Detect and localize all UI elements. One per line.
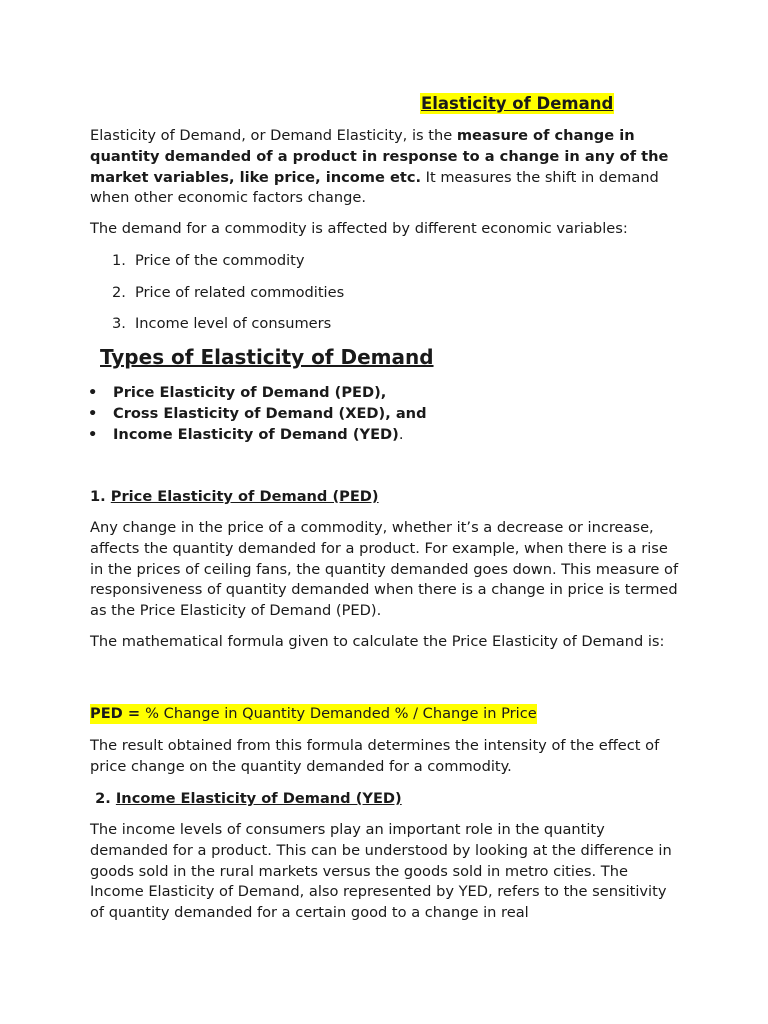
- yed-paragraph-1: The income levels of consumers play an important role in the quantity demanded for a product. This can be understood by looking at the difference in goods sold in the rural markets versus the goods sold in metro cities. The Income Elasticity of Demand, also represented by YED, refers to the sensitivity of quantity demanded for a certain good to a change in real: [90, 821, 672, 922]
- intro-bold: measure of change in quantity demanded of a product in response to a change in any of the market variables, like price, income etc.: [90, 127, 669, 186]
- types-heading: Types of Elasticity of Demand: [100, 345, 434, 369]
- bullet-dot: •: [88, 426, 98, 443]
- yed-heading-text: Income Elasticity of Demand (YED): [115, 790, 402, 807]
- list-item: [112, 251, 305, 271]
- bullet-dot: •: [88, 384, 98, 401]
- intro-tail: It measures the shift in demand when other economic factors change.: [90, 168, 659, 207]
- ped-number: 1.: [90, 488, 111, 505]
- ped-paragraph-2: The mathematical formula given to calculate the Price Elasticity of Demand is:: [90, 633, 665, 650]
- list-item-number: 1.: [112, 252, 126, 269]
- intro-paragraph: [90, 126, 682, 209]
- formula-label: PED =: [90, 705, 146, 722]
- list-item-text: Price of the commodity: [135, 252, 305, 269]
- bullet-text: Income Elasticity of Demand (YED): [113, 426, 399, 443]
- document-title: Elasticity of Demand: [421, 94, 614, 113]
- bullet-text: Cross Elasticity of Demand (XED), and: [113, 405, 427, 422]
- yed-heading: [90, 789, 402, 809]
- bullet-item: [88, 404, 427, 424]
- yed-number: 2.: [90, 790, 116, 807]
- bullet-dot: •: [88, 405, 98, 422]
- list-item: [112, 314, 331, 334]
- formula-text: % Change in Quantity Demanded % / Change in Price: [145, 705, 537, 722]
- variables-intro: The demand for a commodity is affected by different economic variables:: [90, 220, 628, 237]
- ped-heading: [90, 487, 379, 507]
- list-item-text: Income level of consumers: [135, 315, 332, 332]
- bullet-text: Price Elasticity of Demand (PED),: [113, 384, 387, 401]
- list-item-number: 2.: [112, 284, 126, 301]
- bullet-tail: .: [398, 426, 404, 443]
- ped-paragraph-3: The result obtained from this formula determines the intensity of the effect of price change on the quantity demanded for a commodity.: [90, 737, 660, 775]
- ped-formula: [90, 704, 537, 724]
- bullet-item: [88, 383, 386, 403]
- ped-paragraph-1: Any change in the price of a commodity, whether it’s a decrease or increase, affects the quantity demanded for a product. For example, when there is a rise in the prices of ceiling fans, the quantity demanded goes down. This measure of responsiveness of quantity demanded when there is a change in price is termed as the Price Elasticity of Demand (PED).: [90, 519, 679, 620]
- list-item: [112, 283, 344, 303]
- bullet-item: [88, 425, 403, 445]
- list-item-text: Price of related commodities: [135, 284, 345, 301]
- intro-lead: Elasticity of Demand, or Demand Elasticity, is the: [90, 127, 457, 144]
- list-item-number: 3.: [112, 315, 126, 332]
- ped-heading-text: Price Elasticity of Demand (PED): [110, 488, 379, 505]
